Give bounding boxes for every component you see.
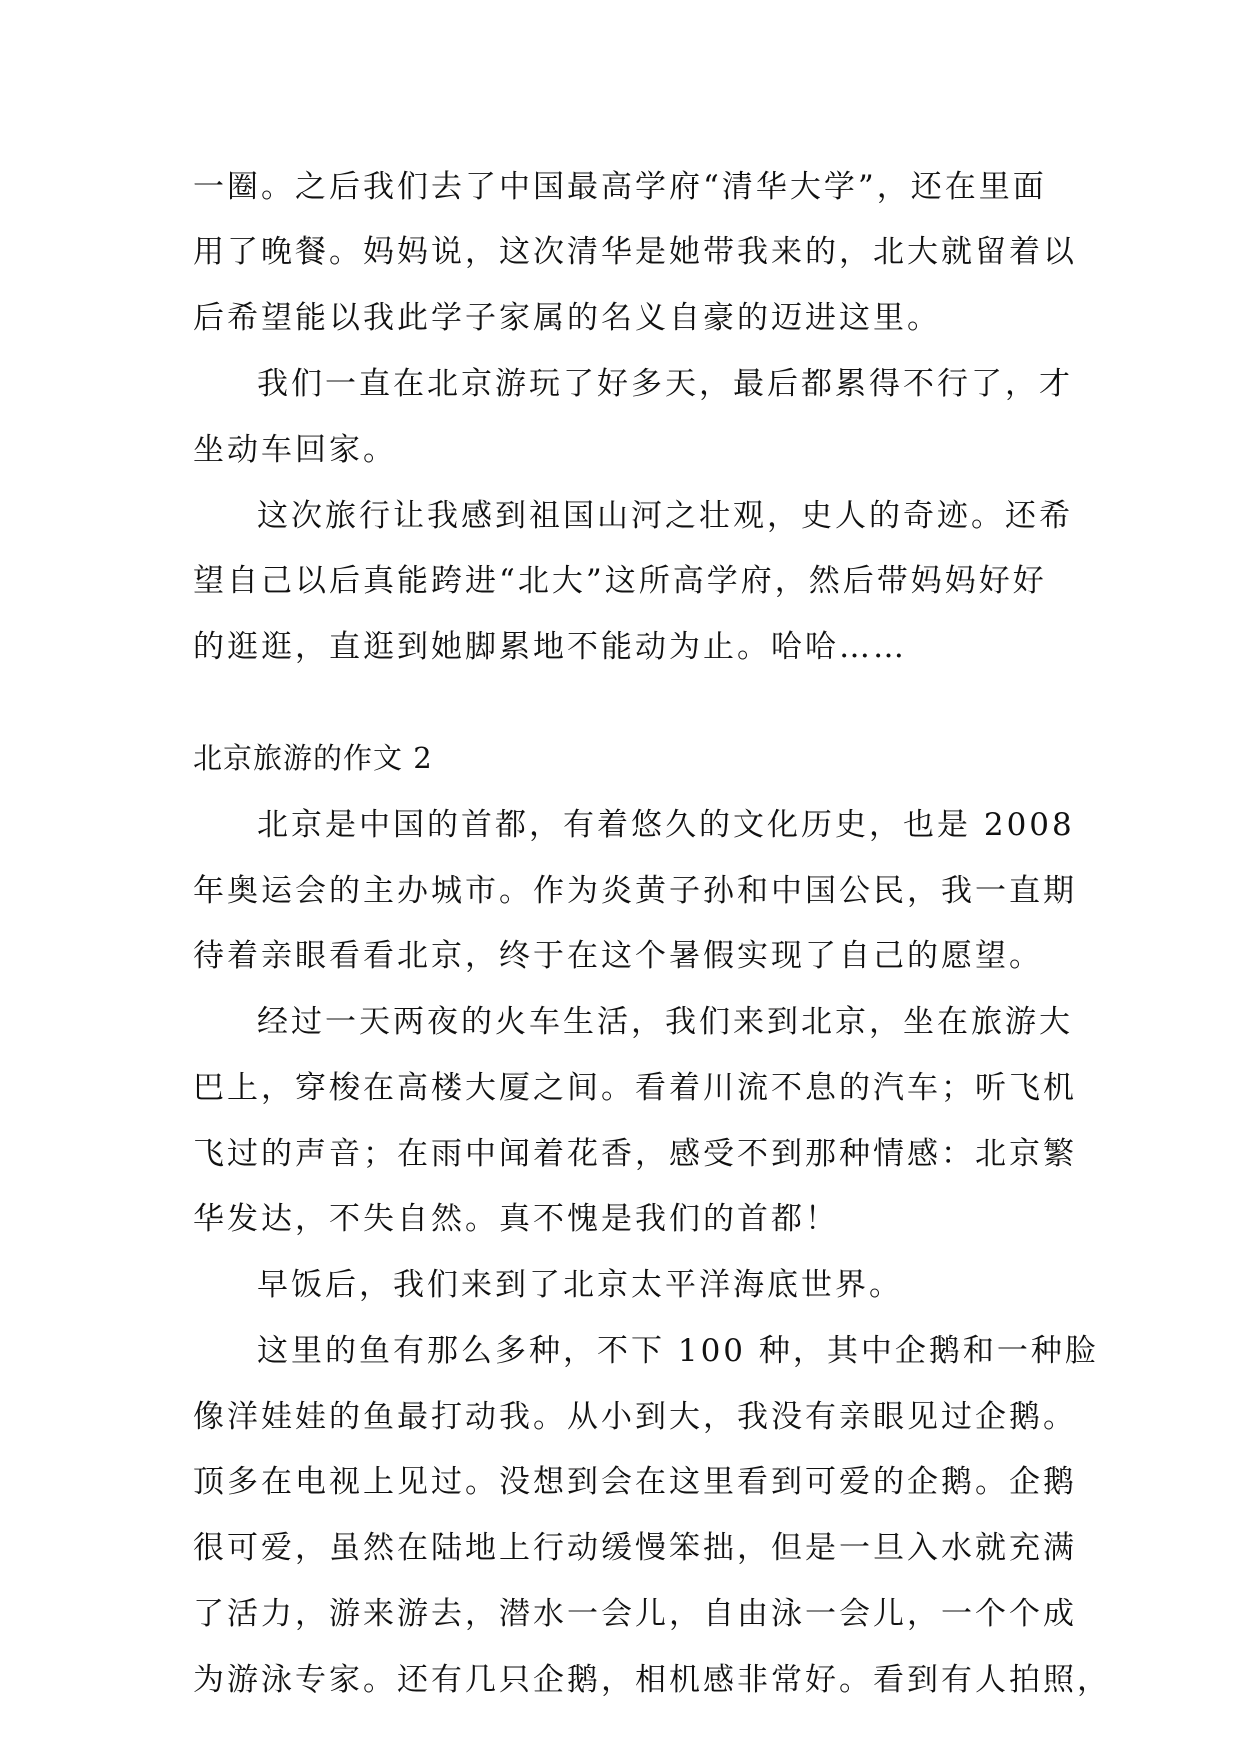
paragraph-line: 用了晚餐。妈妈说，这次清华是她带我来的，北大就留着以 xyxy=(193,234,1077,270)
section-heading: 北京旅游的作文 2 xyxy=(193,741,433,775)
paragraph-line: 坐动车回家。 xyxy=(193,432,397,468)
paragraph-line: 很可爱，虽然在陆地上行动缓慢笨拙，但是一旦入水就充满 xyxy=(193,1530,1077,1566)
paragraph-line: 这里的鱼有那么多种，不下 100 种，其中企鹅和一种脸 xyxy=(257,1333,1099,1369)
paragraph-line: 飞过的声音；在雨中闻着花香，感受不到那种情感：北京繁 xyxy=(193,1136,1077,1172)
paragraph-line: 我们一直在北京游玩了好多天，最后都累得不行了，才 xyxy=(257,366,1073,402)
paragraph-line: 了活力，游来游去，潜水一会儿，自由泳一会儿，一个个成 xyxy=(193,1596,1077,1632)
paragraph-line: 经过一天两夜的火车生活，我们来到北京，坐在旅游大 xyxy=(257,1004,1073,1040)
paragraph-line: 北京是中国的首都，有着悠久的文化历史，也是 2008 xyxy=(257,807,1075,843)
paragraph-line: 望自己以后真能跨进“北大”这所高学府，然后带妈妈好好 xyxy=(193,563,1047,599)
paragraph-line: 年奥运会的主办城市。作为炎黄子孙和中国公民，我一直期 xyxy=(193,873,1077,909)
paragraph-line: 后希望能以我此学子家属的名义自豪的迈进这里。 xyxy=(193,300,941,336)
paragraph-line: 的逛逛，直逛到她脚累地不能动为止。哈哈…… xyxy=(193,629,907,665)
paragraph-line: 待着亲眼看看北京，终于在这个暑假实现了自己的愿望。 xyxy=(193,938,1043,974)
paragraph-line: 为游泳专家。还有几只企鹅，相机感非常好。看到有人拍照， xyxy=(193,1662,1111,1698)
paragraph-line: 这次旅行让我感到祖国山河之壮观，史人的奇迹。还希 xyxy=(257,498,1073,534)
paragraph-line: 像洋娃娃的鱼最打动我。从小到大，我没有亲眼见过企鹅。 xyxy=(193,1399,1077,1435)
paragraph-line: 早饭后，我们来到了北京太平洋海底世界。 xyxy=(257,1267,903,1303)
paragraph-line: 一圈。之后我们去了中国最高学府“清华大学”，还在里面 xyxy=(193,169,1047,205)
paragraph-line: 华发达，不失自然。真不愧是我们的首都！ xyxy=(193,1201,839,1237)
paragraph-line: 顶多在电视上见过。没想到会在这里看到可爱的企鹅。企鹅 xyxy=(193,1464,1077,1500)
paragraph-line: 巴上，穿梭在高楼大厦之间。看着川流不息的汽车；听飞机 xyxy=(193,1070,1077,1106)
